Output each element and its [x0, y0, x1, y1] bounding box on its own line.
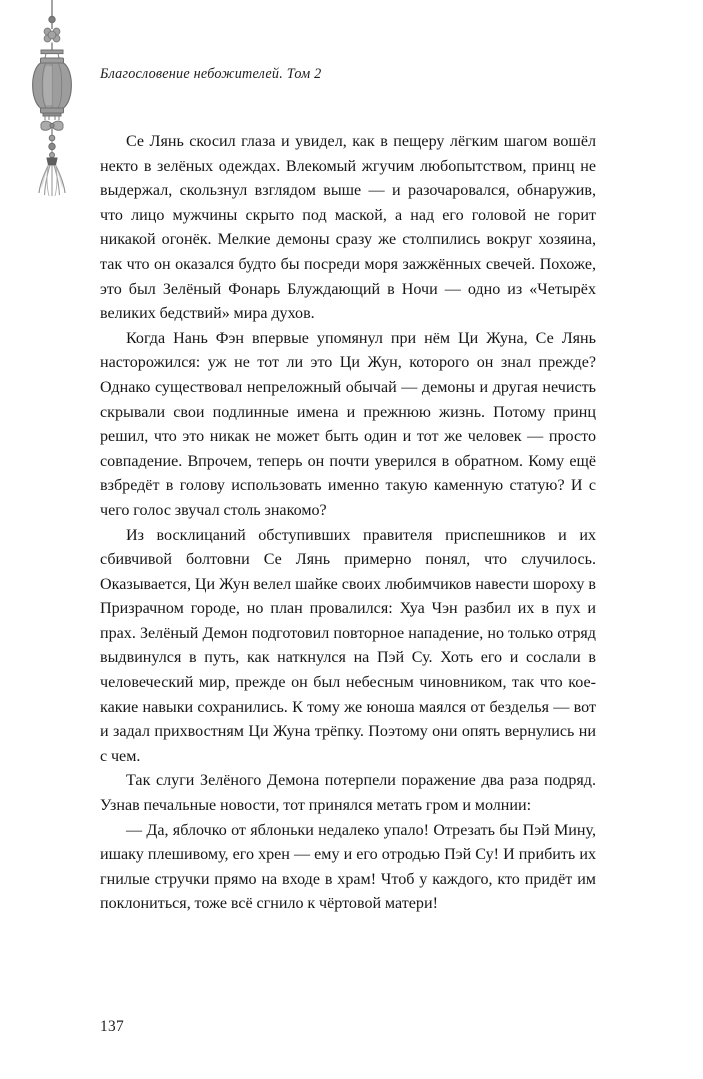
body-paragraph: Се Лянь скосил глаза и увидел, как в пещеру лёгким шагом вошёл некто в зелёных одеждах. Влекомый жгучим любопытством, принц не выдержал, скользнул взглядом выше — и разочаровался, обнаружив, что лицо мужчины скрыто под маской, а над его головой не горит никакой огонёк. Мелкие демоны сразу же столпились вокруг хозяина, так что он оказался будто бы посреди моря зажжённых свечей. Похоже, это был Зелёный Фонарь Блуждающий в Ночи — одно из «Четырёх великих бедствий» мира духов.: [100, 133, 596, 323]
body-paragraph: — Да, яблочко от яблоньки недалеко упало! Отрезать бы Пэй Мину, ишаку плешивому, его хрен — ему и его отродью Пэй Су! И прибить их гнилые стручки прямо на входе в храм! Чтоб у каждого, кто придёт им поклониться, тоже всё сгнило к чёртовой матери!: [100, 821, 596, 913]
body-paragraph: Так слуги Зелёного Демона потерпели поражение два раза подряд. Узнав печальные новости, тот принялся метать гром и молнии:: [100, 772, 596, 815]
page-number-folio: 137: [100, 1018, 125, 1035]
body-text-column: [100, 130, 596, 917]
body-paragraph: Когда Нань Фэн впервые упомянул при нём Ци Жуна, Се Лянь насторожился: уж не тот ли это Ци Жун, которого он знал прежде? Однако существовал непреложный обычай — демоны и другая нечисть скрывали свои подлинные имена и прежнюю жизнь. Потому принц решил, что это никак не может быть один и тот же человек — просто совпадение. Впрочем, теперь он почти уверился в обратном. Кому ещё взбредёт в голову использовать именно такую каменную статую? И с чего голос звучал столь знакомо?: [100, 329, 596, 519]
running-header-title: Благословение небожителей. Том 2: [100, 66, 322, 82]
body-paragraph: Из восклицаний обступивших правителя приспешников и их сбивчивой болтовни Се Лянь примерно понял, что случилось. Оказывается, Ци Жун велел шайке своих любимчиков навести шороху в Призрачном городе, но план провалился: Хуа Чэн разбил их в пух и прах. Зелёный Демон подготовил повторное нападение, но только отряд выдвинулся в путь, как наткнулся на Пэй Су. Хоть его и сослали в человеческий мир, прежде он был небесным чиновником, так что кое-какие навыки сохранились. К тому же юноша маялся от безделья — вот и задал прихвостням Ци Жуна трёпку. Поэтому они опять вернулись ни с чем.: [100, 526, 596, 765]
lantern-ornament-icon: [16, 0, 88, 198]
